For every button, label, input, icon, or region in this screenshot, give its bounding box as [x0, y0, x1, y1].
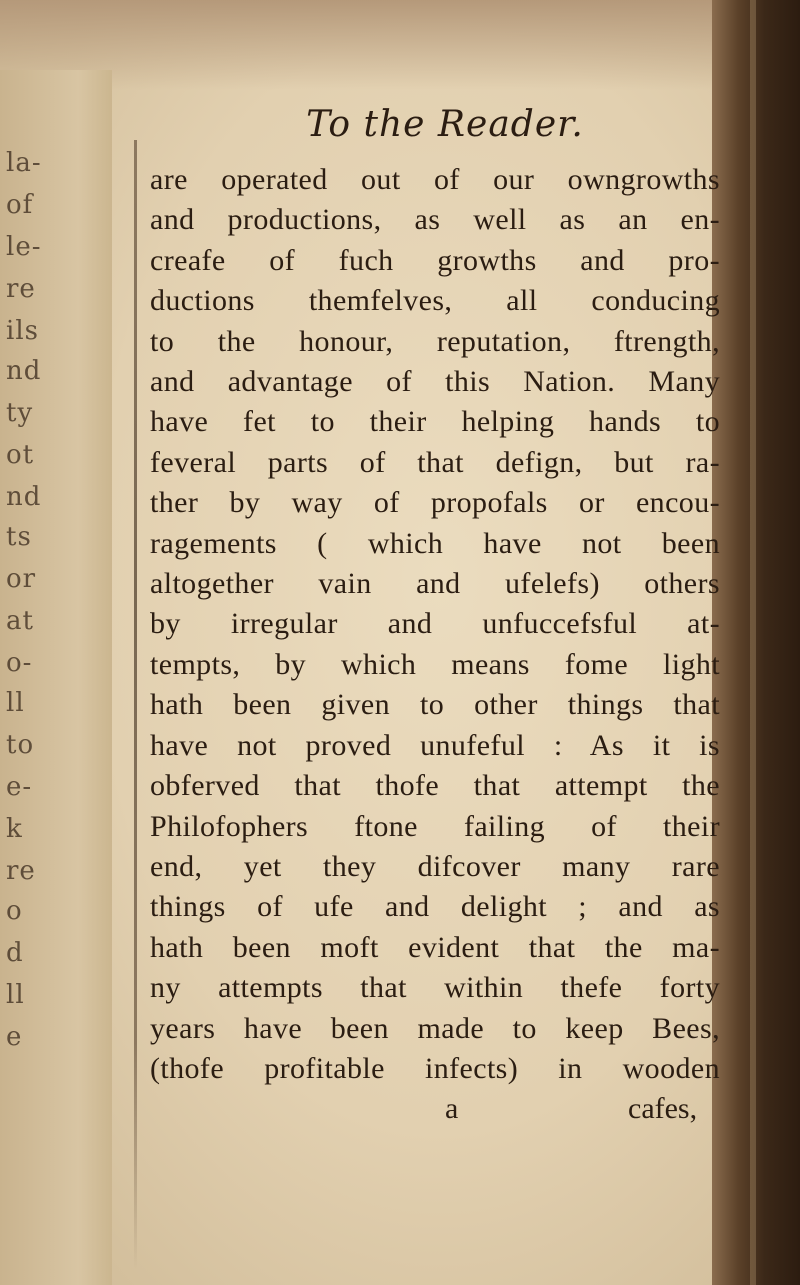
text-line: and advantage of this Nation. Many	[150, 365, 720, 399]
facing-page-edge	[0, 70, 112, 1285]
running-head: To the Reader.	[306, 104, 584, 145]
facing-page-fragment: or	[6, 564, 37, 594]
facing-page-fragment: at	[6, 606, 34, 636]
text-line: obferved that thofe that attempt the	[150, 769, 720, 803]
text-line: tempts, by which means fome light	[150, 647, 720, 681]
facing-page-fragment: d	[6, 938, 24, 968]
facing-page-fragment: nd	[6, 356, 42, 386]
text-line: to the honour, reputation, ftrength,	[150, 324, 720, 358]
facing-page-fragment: ts	[6, 522, 32, 552]
text-line: have fet to their helping hands to	[150, 405, 720, 439]
text-line: ragements ( which have not been	[150, 526, 720, 560]
facing-page-fragment: k	[6, 814, 23, 844]
page-footer	[150, 1089, 730, 1129]
facing-page-fragment: ot	[6, 440, 35, 470]
facing-page-fragment: nd	[6, 482, 42, 512]
facing-page-fragment: o-	[6, 648, 33, 678]
facing-page-fragment: o	[6, 896, 23, 926]
facing-page-fragment: of	[6, 190, 34, 220]
top-shadow	[0, 0, 800, 90]
facing-page-fragment: le-	[6, 232, 42, 262]
facing-page-fragment: la-	[6, 148, 42, 178]
facing-page-fragment: e-	[6, 772, 33, 802]
fore-edge-stripe	[750, 0, 756, 1285]
text-line: feveral parts of that defign, but ra-	[150, 445, 720, 479]
text-line: years have been made to keep Bees,	[150, 1011, 720, 1045]
facing-page-fragment: to	[6, 730, 35, 760]
text-line: creafe of fuch growths and pro-	[150, 243, 720, 277]
text-line: (thofe profitable infects) in wooden	[150, 1051, 720, 1085]
text-line: hath been given to other things that	[150, 688, 720, 722]
facing-page-fragment: ll	[6, 688, 25, 718]
catchword: cafes,	[628, 1092, 698, 1126]
facing-page-fragment: ty	[6, 398, 34, 428]
facing-page-fragment: ll	[6, 980, 25, 1010]
signature-mark: a	[445, 1092, 459, 1126]
text-line: hath been moft evident that the ma-	[150, 930, 720, 964]
text-line: ductions themfelves, all conducing	[150, 284, 720, 318]
text-line: by irregular and unfuccefsful at-	[150, 607, 720, 641]
text-line: altogether vain and ufelefs) others	[150, 567, 720, 601]
text-line: are operated out of our owngrowths	[150, 163, 720, 196]
text-line: things of ufe and delight ; and as	[150, 890, 720, 924]
text-line: ny attempts that within thefe forty	[150, 971, 720, 1005]
text-line: end, yet they difcover many rare	[150, 849, 720, 883]
text-line: and productions, as well as an en-	[150, 203, 720, 237]
text-line: ther by way of propofals or encou-	[150, 486, 720, 520]
text-line: have not proved unufeful : As it is	[150, 728, 720, 762]
text-line: Philofophers ftone failing of their	[150, 809, 720, 843]
gutter-shadow-line	[134, 140, 137, 1270]
book-page	[150, 100, 730, 1129]
facing-page-fragment: e	[6, 1022, 23, 1052]
facing-page-fragment: re	[6, 274, 36, 304]
facing-page-fragment: ils	[6, 316, 39, 346]
facing-page-fragment: re	[6, 856, 36, 886]
